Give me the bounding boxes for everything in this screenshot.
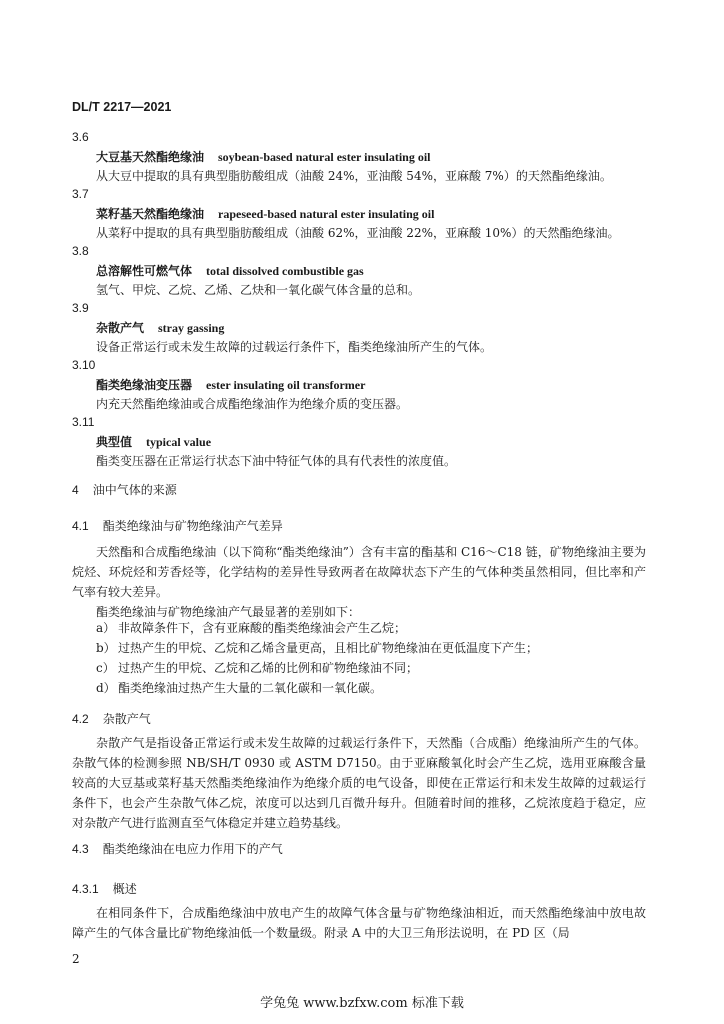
- term-en: rapeseed-based natural ester insulating oil: [218, 207, 435, 221]
- section-number: 4: [72, 483, 79, 497]
- term-number: 3.6: [72, 130, 89, 144]
- term-title: [96, 148, 431, 165]
- subclause-title: 概述: [112, 882, 137, 896]
- footer-watermark: 学兔兔 www.bzfxw.com 标准下载: [260, 996, 464, 1011]
- clause-number: 4.2: [72, 712, 89, 726]
- term-number: 3.8: [72, 244, 89, 258]
- paragraph-text: 在相同条件下，合成酯绝缘油中放电产生的故障气体含量与矿物绝缘油相近，而天然酯绝缘油中放电故障产生的气体含量比矿物绝缘油低一个数量级。附录 A 中的大卫三角形法说明，在 PD 区（局: [72, 906, 646, 940]
- list-label: d）: [96, 681, 116, 695]
- list-text: 酯类绝缘油过热产生大量的二氧化碳和一氧化碳。: [118, 681, 383, 695]
- paragraph-text: 酯类绝缘油与矿物绝缘油产气最显著的差别如下：: [96, 605, 361, 619]
- term-en: ester insulating oil transformer: [206, 378, 366, 392]
- term-title: [96, 433, 211, 450]
- subclause-number: 4.3.1: [72, 882, 99, 896]
- section-title: 油中气体的来源: [92, 483, 177, 497]
- paragraph: [72, 733, 646, 833]
- paragraph: [72, 903, 646, 943]
- list-item: [96, 639, 538, 656]
- term-definition: 从菜籽中提取的具有典型脂肪酸组成（油酸 62%，亚油酸 22%，亚麻酸 10%）的天然酯绝缘油。: [96, 226, 620, 240]
- clause-title: 酯类绝缘油与矿物绝缘油产气差异: [102, 519, 283, 533]
- list-label: c）: [96, 661, 115, 675]
- clause-title: 酯类绝缘油在电应力作用下的产气: [102, 842, 283, 856]
- list-text: 非故障条件下，含有亚麻酸的酯类绝缘油会产生乙烷；: [118, 621, 407, 635]
- list-item: [96, 659, 418, 676]
- term-zh: 典型值: [96, 435, 133, 449]
- term-zh: 总溶解性可燃气体: [96, 264, 193, 278]
- list-text: 过热产生的甲烷、乙烷和乙烯含量更高，且相比矿物绝缘油在更低温度下产生；: [118, 641, 539, 655]
- term-title: [96, 319, 224, 336]
- term-title: [96, 262, 364, 279]
- term-en: stray gassing: [158, 321, 225, 335]
- term-en: typical value: [146, 435, 212, 449]
- paragraph-text: 杂散产气是指设备正常运行或未发生故障的过载运行条件下，天然酯（合成酯）绝缘油所产生的气体。杂散气体的检测参照 NB/SH/T 0930 或 ASTM D7150。由于亚麻酸氧化时会产生乙烷，选用亚麻酸含量较高的大豆基或菜籽基天然酯类绝缘油作为绝缘介质的电气设备，即使在正常运行和未发生故障的过载运行条件下，也会产生杂散气体乙烷，浓度可以达到几百微升每升。但随着时间的推移，乙烷浓度趋于稳定，应对杂散产气进行监测直至气体稳定并建立趋势基线。: [72, 736, 646, 830]
- term-zh: 杂散产气: [96, 321, 145, 335]
- clause-title: 杂散产气: [102, 712, 151, 726]
- clause-number: 4.3: [72, 842, 89, 856]
- term-zh: 大豆基天然酯绝缘油: [96, 150, 205, 164]
- standard-code: DL/T 2217—2021: [72, 100, 172, 114]
- term-number: 3.7: [72, 187, 89, 201]
- term-definition: 氢气、甲烷、乙烷、乙烯、乙炔和一氧化碳气体含量的总和。: [96, 283, 421, 297]
- clause-number: 4.1: [72, 519, 89, 533]
- section-heading: [72, 481, 177, 498]
- term-zh: 菜籽基天然酯绝缘油: [96, 207, 205, 221]
- term-title: [96, 205, 434, 222]
- list-label: a）: [96, 621, 116, 635]
- clause-heading: [72, 517, 283, 534]
- subclause-heading: [72, 880, 137, 897]
- term-number: 3.9: [72, 301, 89, 315]
- list-text: 过热产生的甲烷、乙烷和乙烯的比例和矿物绝缘油不同；: [118, 661, 419, 675]
- term-zh: 酯类绝缘油变压器: [96, 378, 193, 392]
- term-definition: 设备正常运行或未发生故障的过载运行条件下，酯类绝缘油所产生的气体。: [96, 340, 493, 354]
- page-number: 2: [72, 952, 80, 966]
- term-en: soybean-based natural ester insulating oil: [218, 150, 431, 164]
- list-item: [96, 619, 406, 636]
- term-en: total dissolved combustible gas: [206, 264, 364, 278]
- term-definition: 内充天然酯绝缘油或合成酯绝缘油作为绝缘介质的变压器。: [96, 397, 409, 411]
- clause-heading: [72, 710, 151, 727]
- list-label: b）: [96, 641, 116, 655]
- term-number: 3.10: [72, 358, 96, 372]
- clause-heading: [72, 840, 283, 857]
- term-number: 3.11: [72, 415, 95, 429]
- term-definition: 从大豆中提取的具有典型脂肪酸组成（油酸 24%，亚油酸 54%，亚麻酸 7%）的天然酯绝缘油。: [96, 169, 612, 183]
- list-item: [96, 679, 382, 696]
- paragraph: [72, 542, 646, 622]
- paragraph-text: 天然酯和合成酯绝缘油（以下简称“酯类绝缘油”）含有丰富的酯基和 C16～C18 链，矿物绝缘油主要为烷烃、环烷烃和芳香烃等，化学结构的差异性导致两者在故障状态下产生的气体种类虽然相同，但比率和产气率有较大差异。: [72, 545, 646, 599]
- term-definition: 酯类变压器在正常运行状态下油中特征气体的具有代表性的浓度值。: [96, 454, 457, 468]
- term-title: [96, 376, 365, 393]
